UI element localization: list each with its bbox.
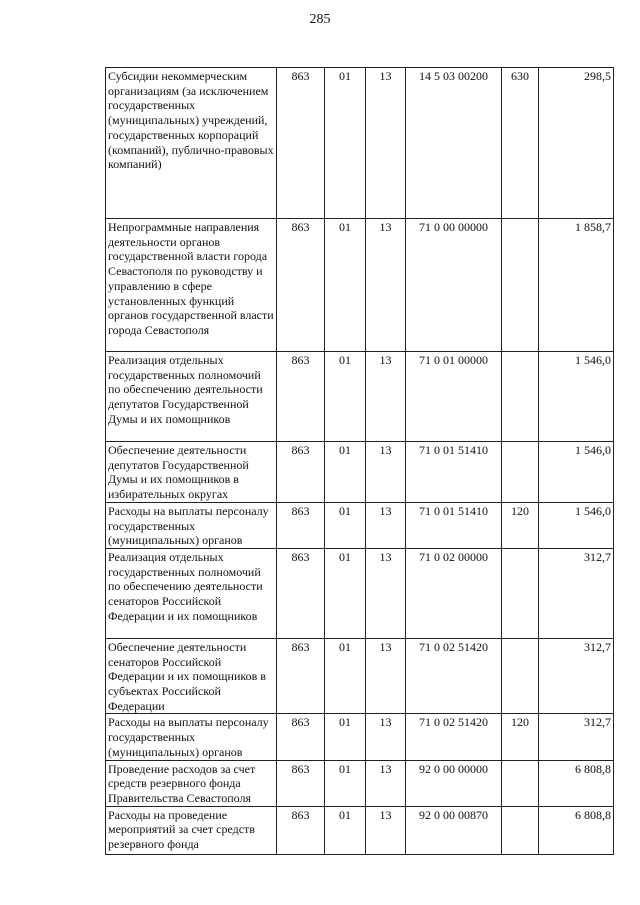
amount-cell: 1 546,0 [539, 352, 614, 442]
target-article-cell: 71 0 01 00000 [406, 352, 502, 442]
section-code-cell: 01 [325, 714, 366, 760]
table-row [106, 760, 614, 806]
section-code-cell: 01 [325, 352, 366, 442]
row-name-cell: Расходы на выплаты персоналу государственных (муниципальных) органов [106, 714, 277, 760]
row-name-cell: Обеспечение деятельности депутатов Государственной Думы и их помощников в избирательных округах [106, 442, 277, 503]
ministry-code-cell: 863 [277, 806, 325, 854]
amount-cell: 312,7 [539, 638, 614, 714]
target-article-cell: 71 0 01 51410 [406, 502, 502, 548]
expense-type-cell [502, 760, 539, 806]
page-number: 285 [309, 12, 331, 27]
row-name-cell: Непрограммные направления деятельности органов государственной власти города Севастополя по руководству и управлению в сфере установленных функций органов государственной власти города Севастополя [106, 219, 277, 352]
budget-table [105, 67, 614, 855]
amount-cell: 6 808,8 [539, 760, 614, 806]
ministry-code-cell: 863 [277, 219, 325, 352]
target-article-cell: 92 0 00 00870 [406, 806, 502, 854]
subsection-code-cell: 13 [366, 68, 406, 219]
section-code-cell: 01 [325, 548, 366, 638]
table-row [106, 442, 614, 503]
amount-cell: 6 808,8 [539, 806, 614, 854]
row-name-cell: Реализация отдельных государственных полномочий по обеспечению деятельности депутатов Государственной Думы и их помощников [106, 352, 277, 442]
subsection-code-cell: 13 [366, 714, 406, 760]
expense-type-cell: 120 [502, 502, 539, 548]
row-name-cell: Расходы на выплаты персоналу государственных (муниципальных) органов [106, 502, 277, 548]
row-name-cell: Обеспечение деятельности сенаторов Российской Федерации и их помощников в субъектах Российской Федерации [106, 638, 277, 714]
section-code-cell: 01 [325, 760, 366, 806]
subsection-code-cell: 13 [366, 760, 406, 806]
section-code-cell: 01 [325, 502, 366, 548]
amount-cell: 312,7 [539, 548, 614, 638]
section-code-cell: 01 [325, 219, 366, 352]
subsection-code-cell: 13 [366, 638, 406, 714]
target-article-cell: 92 0 00 00000 [406, 760, 502, 806]
expense-type-cell [502, 442, 539, 503]
section-code-cell: 01 [325, 638, 366, 714]
expense-type-cell [502, 638, 539, 714]
amount-cell: 1 546,0 [539, 502, 614, 548]
expense-type-cell [502, 219, 539, 352]
expense-type-cell: 630 [502, 68, 539, 219]
expense-type-cell [502, 806, 539, 854]
amount-cell: 298,5 [539, 68, 614, 219]
target-article-cell: 71 0 02 51420 [406, 714, 502, 760]
target-article-cell: 71 0 01 51410 [406, 442, 502, 503]
table-row [106, 352, 614, 442]
ministry-code-cell: 863 [277, 638, 325, 714]
target-article-cell: 71 0 02 00000 [406, 548, 502, 638]
table-row [106, 548, 614, 638]
section-code-cell: 01 [325, 68, 366, 219]
subsection-code-cell: 13 [366, 548, 406, 638]
subsection-code-cell: 13 [366, 352, 406, 442]
ministry-code-cell: 863 [277, 442, 325, 503]
subsection-code-cell: 13 [366, 502, 406, 548]
expense-type-cell [502, 352, 539, 442]
subsection-code-cell: 13 [366, 219, 406, 352]
ministry-code-cell: 863 [277, 548, 325, 638]
table-row [106, 502, 614, 548]
amount-cell: 1 546,0 [539, 442, 614, 503]
subsection-code-cell: 13 [366, 442, 406, 503]
row-name-cell: Проведение расходов за счет средств резервного фонда Правительства Севастополя [106, 760, 277, 806]
ministry-code-cell: 863 [277, 502, 325, 548]
row-name-cell: Субсидии некоммерческим организациям (за исключением государственных (муниципальных) учреждений, государственных корпораций (компаний), публично-правовых компаний) [106, 68, 277, 219]
target-article-cell: 14 5 03 00200 [406, 68, 502, 219]
ministry-code-cell: 863 [277, 760, 325, 806]
table-row [106, 68, 614, 219]
expense-type-cell: 120 [502, 714, 539, 760]
ministry-code-cell: 863 [277, 68, 325, 219]
row-name-cell: Реализация отдельных государственных полномочий по обеспечению деятельности сенаторов Российской Федерации и их помощников [106, 548, 277, 638]
target-article-cell: 71 0 02 51420 [406, 638, 502, 714]
table-row [106, 806, 614, 854]
expense-type-cell [502, 548, 539, 638]
row-name-cell: Расходы на проведение мероприятий за счет средств резервного фонда [106, 806, 277, 854]
table-row [106, 219, 614, 352]
amount-cell: 1 858,7 [539, 219, 614, 352]
section-code-cell: 01 [325, 806, 366, 854]
table-row [106, 714, 614, 760]
subsection-code-cell: 13 [366, 806, 406, 854]
target-article-cell: 71 0 00 00000 [406, 219, 502, 352]
ministry-code-cell: 863 [277, 352, 325, 442]
table-row [106, 638, 614, 714]
ministry-code-cell: 863 [277, 714, 325, 760]
amount-cell: 312,7 [539, 714, 614, 760]
section-code-cell: 01 [325, 442, 366, 503]
